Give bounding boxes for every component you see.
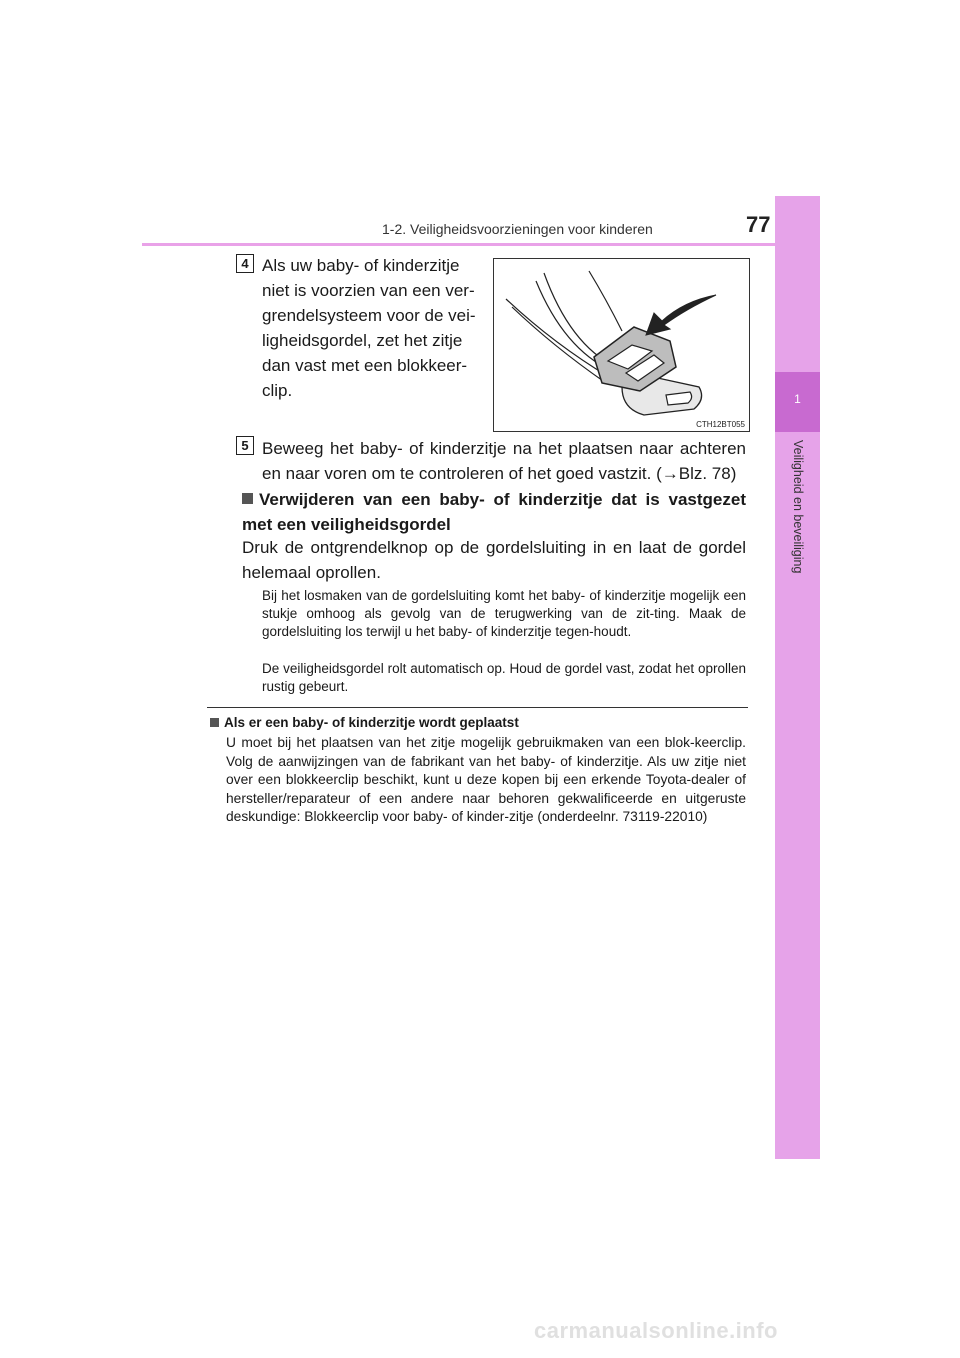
square-bullet-icon xyxy=(242,493,253,504)
section-note-2: De veiligheidsgordel rolt automatisch op. Houd de gordel vast, zodat het oprollen rustig gebeurt. xyxy=(262,661,746,694)
header-divider xyxy=(142,243,820,246)
figure-code: CTH12BT055 xyxy=(696,420,745,429)
step-5-badge: 5 xyxy=(236,436,254,455)
info-divider xyxy=(207,707,748,708)
chapter-title-container xyxy=(775,440,820,600)
side-tab-top xyxy=(775,196,820,372)
info-heading: Als er een baby- of kinderzitje wordt geplaatst xyxy=(210,715,519,730)
locking-clip-illustration xyxy=(493,258,750,432)
section-heading: Verwijderen van een baby- of kinderzitje dat is vastgezet met een veiligheidsgordel xyxy=(242,490,746,534)
locking-clip-drawing xyxy=(494,259,749,431)
chapter-title: Veiligheid en beveiliging xyxy=(791,440,805,574)
step-4-badge: 4 xyxy=(236,254,254,273)
info-body: U moet bij het plaatsen van het zitje mogelijk gebruikmaken van een blok-keerclip. Volg de aanwijzingen van de fabrikant van het baby- of kinderzitje. Als uw zitje niet over een blokkeerclip beschikt, kunt u deze kopen bij een erkende Toyota-dealer of hersteller/reparateur of een andere naar behoren gekwalificeerde en uitgeruste deskundige: Blokkeerclip voor baby- of kinder-zitje (onderdeelnr. 73119-22010) xyxy=(226,735,746,824)
section-body: Druk de ontgrendelknop op de gordelsluiting in en laat de gordel helemaal oprollen. xyxy=(242,538,746,582)
step-5-text: Beweeg het baby- of kinderzitje na het plaatsen naar achteren en naar voren om te controleren of het goed vastzit. (→Blz. 78) xyxy=(262,439,746,483)
section-note-1: Bij het losmaken van de gordelsluiting komt het baby- of kinderzitje mogelijk een stukje omhoog als gevolg van de terugwerking van de zit-ting. Maak de gordelsluiting los terwijl u het baby- of kinderzitje tegen-houdt. xyxy=(262,588,746,639)
step-4-text: Als uw baby- of kinderzitje niet is voorzien van een ver- grendelsysteem voor de vei- ligheidsgordel, zet het zitje dan vast met een blokkeer- clip. xyxy=(262,256,476,400)
chapter-number: 1 xyxy=(794,392,801,406)
footer-watermark: carmanualsonline.info xyxy=(534,1318,778,1343)
square-bullet-icon xyxy=(210,718,219,727)
page-number: 77 xyxy=(746,212,771,237)
section-title: 1-2. Veiligheidsvoorzieningen voor kinderen xyxy=(382,221,653,237)
